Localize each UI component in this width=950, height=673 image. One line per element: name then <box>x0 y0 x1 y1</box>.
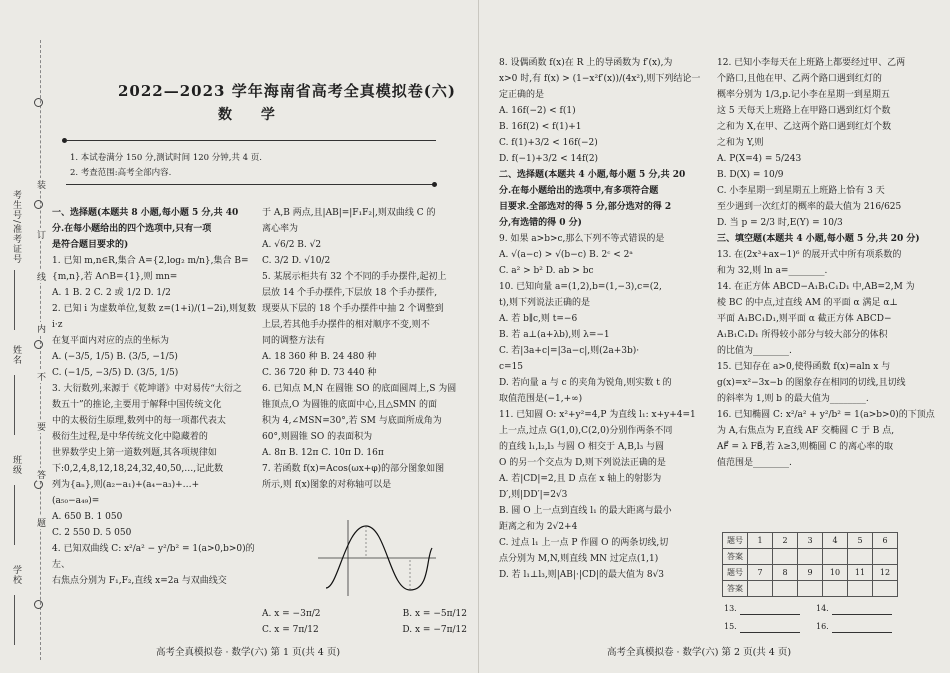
question-5: 上层,若其他手办摆件的相对顺序不变,则不 <box>262 320 430 330</box>
question-5: 现要从下层的 18 个手办摆件中抽 2 个调整到 <box>262 304 444 314</box>
question-6: 60°,则圆锥 SO 的表面积为 <box>262 432 373 442</box>
binding-hole <box>34 200 43 209</box>
binding-cut-line <box>40 40 41 660</box>
question-8-option: C. f(1)+3/2 < 16f(−2) <box>499 138 598 148</box>
fill-blank-line[interactable] <box>740 632 800 633</box>
binding-hole <box>34 340 43 349</box>
fill-blank-label: 16. <box>816 622 829 631</box>
answer-table-row <box>723 565 898 581</box>
candidate-number-blank <box>14 270 15 330</box>
answer-table-cell: 答案 <box>723 549 748 565</box>
question-12-option: 至少遇到一次红灯的概率的最大值为 216/625 <box>717 202 902 212</box>
column-3 <box>499 55 721 583</box>
answer-blank[interactable] <box>873 581 898 597</box>
question-4-options: A. √6/2 B. √2 <box>262 240 322 250</box>
fill-blank-label: 15. <box>724 622 737 631</box>
answer-blank[interactable] <box>848 549 873 565</box>
question-11: 11. 已知圆 O: x²+y²=4,P 为直线 l₁: x+y+4=1 <box>499 410 696 420</box>
exam-subject: 数 学 <box>218 107 287 123</box>
question-11: 的直线 l₁,l₂,l₃ 与圆 O 相交于 A,B,l₃ 与圆 <box>499 442 665 452</box>
class-blank <box>14 485 15 545</box>
question-6: 积为 4,∠MSN=30°,若 SM 与底面所成角为 <box>262 416 442 426</box>
label-candidate-number: 考生号/准考证号 <box>11 190 21 265</box>
school-blank <box>14 595 15 645</box>
question-11: 上一点,过点 G(1,0),C(2,0)分别作两条不同 <box>499 426 673 436</box>
fill-blank-line[interactable] <box>740 614 800 615</box>
binding-hole <box>34 600 43 609</box>
question-7-options <box>262 606 467 638</box>
question-8: x>0 时,有 f(x) > (1−x²f′(x))/(4x²),则下列结论一 <box>499 74 701 84</box>
answer-blank[interactable] <box>748 549 773 565</box>
answer-table-row <box>723 549 898 565</box>
answer-blank[interactable] <box>798 549 823 565</box>
question-11-option: D′,则|DD′|=2√3 <box>499 490 568 500</box>
question-16: 值范围是________. <box>717 458 792 468</box>
section-1-heading: 分.在每小题给出的四个选项中,只有一项 <box>52 224 212 234</box>
answer-table-cell: 5 <box>848 533 873 549</box>
question-14: A₁B₁C₁D₁ 所得较小部分与较大部分的体积 <box>717 330 888 340</box>
answer-table-cell: 7 <box>748 565 773 581</box>
question-1: {m,n},若 A∩B={1},则 mn= <box>52 272 178 282</box>
section-2-heading: 分.在每小题给出的选项中,有多项符合题 <box>499 186 659 196</box>
question-3: 中的太极衍生原理,数列中的每一项都代表太 <box>52 416 226 426</box>
question-12: 个路口,且他在甲、乙两个路口遇到红灯的 <box>717 74 882 84</box>
question-10-option: 取值范围是(−1,+∞) <box>499 394 583 404</box>
answer-table-cell: 2 <box>773 533 798 549</box>
cut-mark: 题 <box>37 516 46 529</box>
question-7: 7. 若函数 f(x)=Acos(ωx+φ)的部分图象如图 <box>262 464 445 474</box>
question-5: 同的调整方法有 <box>262 336 326 346</box>
question-3-options: C. 2 550 D. 5 050 <box>52 528 132 538</box>
cosine-graph-figure <box>318 518 438 598</box>
question-8: 定正确的是 <box>499 90 545 100</box>
cut-mark: 要 <box>37 420 46 433</box>
question-3-options: A. 650 B. 1 050 <box>52 512 123 522</box>
question-11: O 的另一个交点为 D,则下列说法正确的是 <box>499 458 666 468</box>
fill-blank-line[interactable] <box>832 614 892 615</box>
question-4: 离心率为 <box>262 224 299 234</box>
question-11-option: 点分别为 M,N,则直线 MN 过定点(1,1) <box>499 554 659 564</box>
answer-blank[interactable] <box>798 581 823 597</box>
exam-title: 2022—2023 学年海南省高考全真模拟卷(六) <box>118 82 456 100</box>
question-5-options: C. 36 720 种 D. 73 440 种 <box>262 368 377 378</box>
question-7-option-b: B. x = −5π/12 <box>402 609 467 619</box>
question-6: 锥顶点,O 为圆锥的底面中心,且△SMN 的面 <box>262 400 437 410</box>
question-7-option-c: C. x = 7π/12 <box>262 625 319 635</box>
answer-blank[interactable] <box>823 549 848 565</box>
question-11-option: C. 过点 l₁ 上一点 P 作圆 O 的两条切线,切 <box>499 538 669 548</box>
question-9-options: A. √(a−c) > √(b−c) B. 2ᶜ < 2ᵃ <box>499 250 633 260</box>
section-1-heading: 是符合题目要求的) <box>52 240 129 250</box>
column-2 <box>262 205 467 493</box>
binding-hole <box>34 480 43 489</box>
question-10-option: c=15 <box>499 362 524 372</box>
answer-blank[interactable] <box>748 581 773 597</box>
fill-blank-label: 14. <box>816 604 829 613</box>
answer-blank[interactable] <box>873 549 898 565</box>
question-11-option: 距离之和为 2√2+4 <box>499 522 578 532</box>
fill-blank-line[interactable] <box>832 632 892 633</box>
question-12: 之和为 X,在甲、乙这两个路口遇到红灯个数 <box>717 122 892 132</box>
question-10: t),则下列说法正确的是 <box>499 298 590 308</box>
question-5: 层放 14 个手办摆件,下层放 18 个手办摆件, <box>262 288 438 298</box>
answer-table-cell: 4 <box>823 533 848 549</box>
answer-table-cell: 11 <box>848 565 873 581</box>
question-3: 列为{aₙ},则(a₂−a₁)+(a₄−a₃)+…+ <box>52 480 200 490</box>
answer-blank[interactable] <box>773 581 798 597</box>
question-3: 下:0,2,4,8,12,18,24,32,40,50,…,记此数 <box>52 464 224 474</box>
question-3: 3. 大衍数列,来源于《乾坤谱》中对易传“大衍之 <box>52 384 242 394</box>
answer-table-cell: 3 <box>798 533 823 549</box>
section-1-heading: 一、选择题(本题共 8 小题,每小题 5 分,共 40 <box>52 208 239 218</box>
note-2: 2. 考查范围:高考全部内容. <box>70 168 172 178</box>
answer-table-row <box>723 581 898 597</box>
question-4-options: C. 3/2 D. √10/2 <box>262 256 331 266</box>
name-blank <box>14 375 15 435</box>
question-7: 所示,则 f(x)图象的对称轴可以是 <box>262 480 392 490</box>
answer-table-cell: 10 <box>823 565 848 581</box>
question-10-option: C. 若|3a+c|=|3a−c|,则(2a+3b)· <box>499 346 640 356</box>
question-4: 于 A,B 两点,且|AB|=|F₁F₂|,则双曲线 C 的 <box>262 208 436 218</box>
question-12: 之和为 Y,则 <box>717 138 764 148</box>
answer-table <box>722 532 898 597</box>
answer-table-cell: 9 <box>798 565 823 581</box>
question-2-options: C. (−1/5, −3/5) D. (3/5, 1/5) <box>52 368 179 378</box>
fill-blank-label: 13. <box>724 604 737 613</box>
question-14: 棱 BC 的中点,过直线 AM 的平面 α 满足 α⊥ <box>717 298 898 308</box>
question-12: 这 5 天每天上班路上在甲路口遇到红灯个数 <box>717 106 891 116</box>
question-12-option: D. 当 p = 2/3 时,E(Y) = 10/3 <box>717 218 843 228</box>
question-8-option: A. 16f(−2) < f(1) <box>499 106 576 116</box>
question-3: 数五十”的推论,主要用于解释中国传统文化 <box>52 400 222 410</box>
question-5-options: A. 18 360 种 B. 24 480 种 <box>262 352 377 362</box>
notes-bottom-rule <box>66 184 434 185</box>
question-1: 1. 已知 m,n∈R,集合 A={2,log₂ m/n},集合 B= <box>52 256 249 266</box>
question-8-option: B. 16f(2) < f(1)+1 <box>499 122 582 132</box>
rule-dot <box>432 182 437 187</box>
question-13: 和为 32,则 ln a=________. <box>717 266 828 276</box>
question-6-options: A. 8π B. 12π C. 10π D. 16π <box>262 448 384 458</box>
question-5: 5. 某展示柜共有 32 个不同的手办摆件,起初上 <box>262 272 447 282</box>
question-16: 16. 已知椭圆 C: x²/a² + y²/b² = 1(a>b>0)的下顶点 <box>717 410 935 420</box>
question-16: AF⃗ = λ FB⃗,若 λ≥3,则椭圆 C 的离心率的取 <box>717 442 894 452</box>
question-12-option: C. 小李星期一到星期五上班路上恰有 3 天 <box>717 186 885 196</box>
question-7-option-d: D. x = −7π/12 <box>402 625 467 635</box>
question-12-option: A. P(X=4) = 5/243 <box>717 154 802 164</box>
question-10-option: A. 若 b∥c,则 t=−6 <box>499 314 578 324</box>
question-7-option-a: A. x = −3π/2 <box>262 609 321 619</box>
question-10-option: B. 若 a⊥(a+λb),则 λ=−1 <box>499 330 610 340</box>
cut-mark: 内 <box>37 322 46 335</box>
answer-blank[interactable] <box>823 581 848 597</box>
question-12-option: B. D(X) = 10/9 <box>717 170 784 180</box>
question-10: 10. 已知向量 a=(1,2),b=(1,−3),c=(2, <box>499 282 662 292</box>
question-11-option: D. 若 l₁⊥l₃,则|AB|·|CD|的最大值为 8√3 <box>499 570 665 580</box>
question-15: 15. 已知存在 a>0,使得函数 f(x)=aln x 与 <box>717 362 891 372</box>
question-2: 在复平面内对应的点的坐标为 <box>52 336 170 346</box>
question-14: 平面 A₁BC₁D₁,则平面 α 截正方体 ABCD− <box>717 314 892 324</box>
cut-mark: 订 <box>37 228 46 241</box>
section-2-heading: 二、选择题(本题共 4 小题,每小题 5 分,共 20 <box>499 170 686 180</box>
binding-hole <box>34 98 43 107</box>
question-10-option: D. 若向量 a 与 c 的夹角为锐角,则实数 t 的 <box>499 378 672 388</box>
question-3: 世界数学史上第一道数列题,其各项规律如 <box>52 448 217 458</box>
question-6: 6. 已知点 M,N 在圆锥 SO 的底面圆周上,S 为圆 <box>262 384 457 394</box>
question-13: 13. 在(2x³+ax−1)⁶ 的展开式中所有项系数的 <box>717 250 902 260</box>
question-4: 右焦点分别为 F₁,F₂,直线 x=2a 与双曲线交 <box>52 576 227 586</box>
page-2-footer: 高考全真模拟卷 · 数学(六) 第 2 页(共 4 页) <box>607 647 792 658</box>
question-9-options: C. a² > b² D. ab > bc <box>499 266 594 276</box>
page-1-footer: 高考全真模拟卷 · 数学(六) 第 1 页(共 4 页) <box>156 647 341 658</box>
section-2-heading: 目要求.全部选对的得 5 分,部分选对的得 2 <box>499 202 672 212</box>
question-11-option: B. 圆 O 上一点到直线 l₁ 的最大距离与最小 <box>499 506 672 516</box>
answer-table-cell: 题号 <box>723 565 748 581</box>
question-15: g(x)=x²−3x−b 的图象存在相同的切线,且切线 <box>717 378 906 388</box>
cut-mark: 答 <box>37 468 46 481</box>
answer-table-row <box>723 533 898 549</box>
answer-blank[interactable] <box>773 549 798 565</box>
question-14: 的比值为________. <box>717 346 792 356</box>
column-1 <box>52 205 257 589</box>
label-school: 学校 <box>11 565 21 585</box>
question-12: 12. 已知小李每天在上班路上都要经过甲、乙两 <box>717 58 906 68</box>
question-9: 9. 如果 a>b>c,那么下列不等式错误的是 <box>499 234 665 244</box>
label-class: 班级 <box>11 455 21 475</box>
note-1: 1. 本试卷满分 150 分,测试时间 120 分钟,共 4 页. <box>70 153 262 163</box>
question-11-option: A. 若|CD|=2,且 D 点在 x 轴上的射影为 <box>499 474 662 484</box>
section-2-heading: 分,有选错的得 0 分) <box>499 218 582 228</box>
question-16: 为 A,右焦点为 F,直线 AF 交椭圆 C 于 B 点, <box>717 426 895 436</box>
binding-strip <box>0 40 48 660</box>
question-2: 2. 已知 i 为虚数单位,复数 z=(1+i)/(1−2i),则复数 i·z <box>52 304 257 330</box>
question-3: (a₅₀−a₄₉)= <box>52 496 100 506</box>
answer-table-cell: 1 <box>748 533 773 549</box>
label-name: 姓名 <box>11 345 21 365</box>
answer-table-cell: 题号 <box>723 533 748 549</box>
column-4 <box>717 55 949 471</box>
answer-table-cell: 12 <box>873 565 898 581</box>
section-3-heading: 三、填空题(本题共 4 小题,每小题 5 分,共 20 分) <box>717 234 920 244</box>
answer-table-cell: 6 <box>873 533 898 549</box>
answer-table-cell: 8 <box>773 565 798 581</box>
question-1-options: A. 1 B. 2 C. 2 或 1/2 D. 1/2 <box>52 288 171 298</box>
question-15: 的斜率为 1,则 b 的最大值为________. <box>717 394 869 404</box>
question-3: 极衍生过程,是中华传统文化中隐藏着的 <box>52 432 208 442</box>
question-8-option: D. f(−1)+3/2 < 14f(2) <box>499 154 599 164</box>
cut-mark: 线 <box>37 270 46 283</box>
question-12: 概率分别为 1/3,p.记小李在星期一到星期五 <box>717 90 890 100</box>
question-14: 14. 在正方体 ABCD−A₁B₁C₁D₁ 中,AB=2,M 为 <box>717 282 915 292</box>
cut-mark: 不 <box>37 370 46 383</box>
answer-blank[interactable] <box>848 581 873 597</box>
cut-mark: 装 <box>37 178 46 191</box>
question-4: 4. 已知双曲线 C: x²/a² − y²/b² = 1(a>0,b>0)的左、 <box>52 544 255 570</box>
notes-top-rule <box>66 140 436 141</box>
question-2-options: A. (−3/5, 1/5) B. (3/5, −1/5) <box>52 352 178 362</box>
question-8: 8. 设偶函数 f(x)在 R 上的导函数为 f′(x),为 <box>499 58 673 68</box>
answer-table-cell: 答案 <box>723 581 748 597</box>
